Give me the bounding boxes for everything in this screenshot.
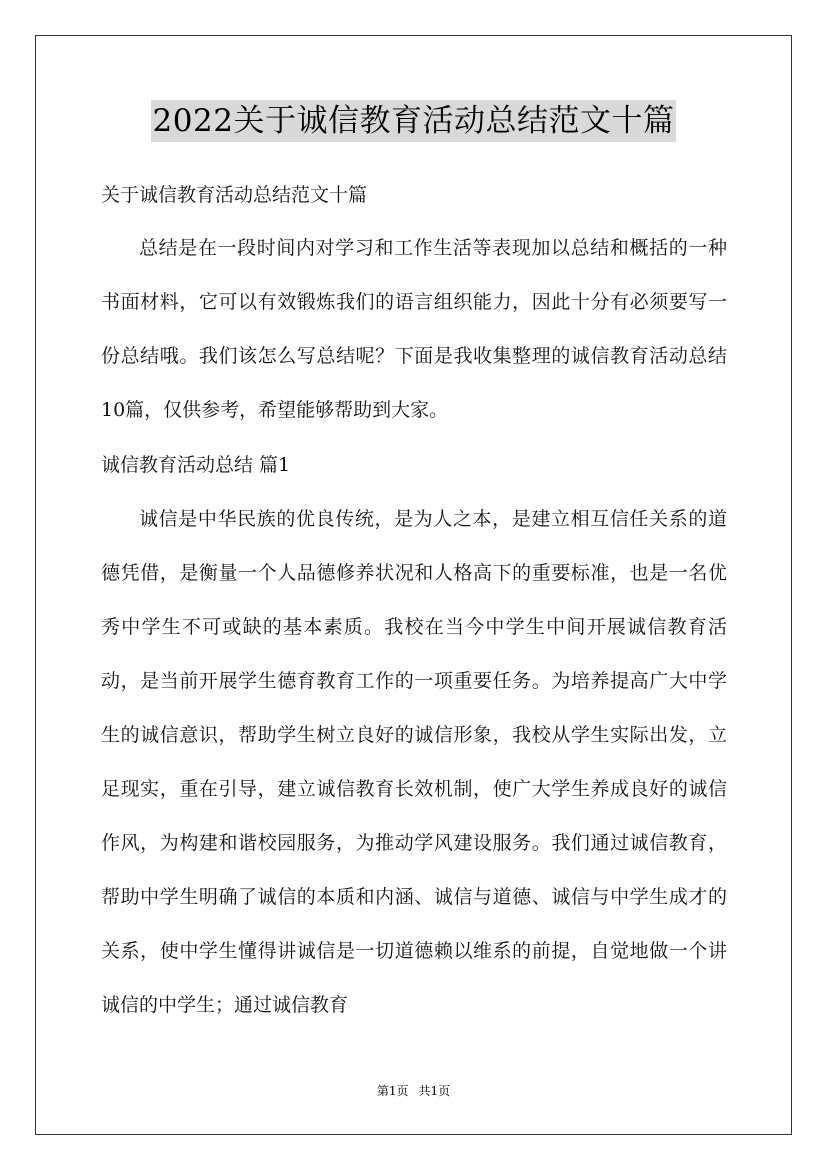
section-heading: 诚信教育活动总结 篇1 bbox=[101, 454, 291, 476]
document-title: 2022关于诚信教育活动总结范文十篇 bbox=[151, 100, 677, 142]
page-total: 共1页 bbox=[418, 1084, 451, 1098]
page-footer bbox=[0, 1083, 827, 1099]
title-container bbox=[0, 100, 827, 142]
page-number: 第1页 bbox=[376, 1084, 409, 1098]
section-paragraph: 诚信是中华民族的优良传统，是为人之本，是建立相互信任关系的道德凭借，是衡量一个人品德修养状况和人格高下的重要标准，也是一名优秀中学生不可或缺的基本素质。我校在当今中学生中间开展诚信教育活动，是当前开展学生德育教育工作的一项重要任务。为培养提高广大中学生的诚信意识，帮助学生树立良好的诚信形象，我校从学生实际出发，立足现实，重在引导，建立诚信教育长效机制，使广大学生养成良好的诚信作风，为构建和谐校园服务，为推动学风建设服务。我们通过诚信教育，帮助中学生明确了诚信的本质和内涵、诚信与道德、诚信与中学生成才的关系，使中学生懂得讲诚信是一切道德赖以维系的前提，自觉地做一个讲诚信的中学生；通过诚信教育 bbox=[101, 508, 727, 1016]
intro-paragraph: 总结是在一段时间内对学习和工作生活等表现加以总结和概括的一种书面材料，它可以有效锻炼我们的语言组织能力，因此十分有必须要写一份总结哦。我们该怎么写总结呢？下面是我收集整理的诚信教育活动总结10篇，仅供参考，希望能够帮助到大家。 bbox=[101, 237, 727, 421]
document-subtitle: 关于诚信教育活动总结范文十篇 bbox=[101, 184, 368, 206]
